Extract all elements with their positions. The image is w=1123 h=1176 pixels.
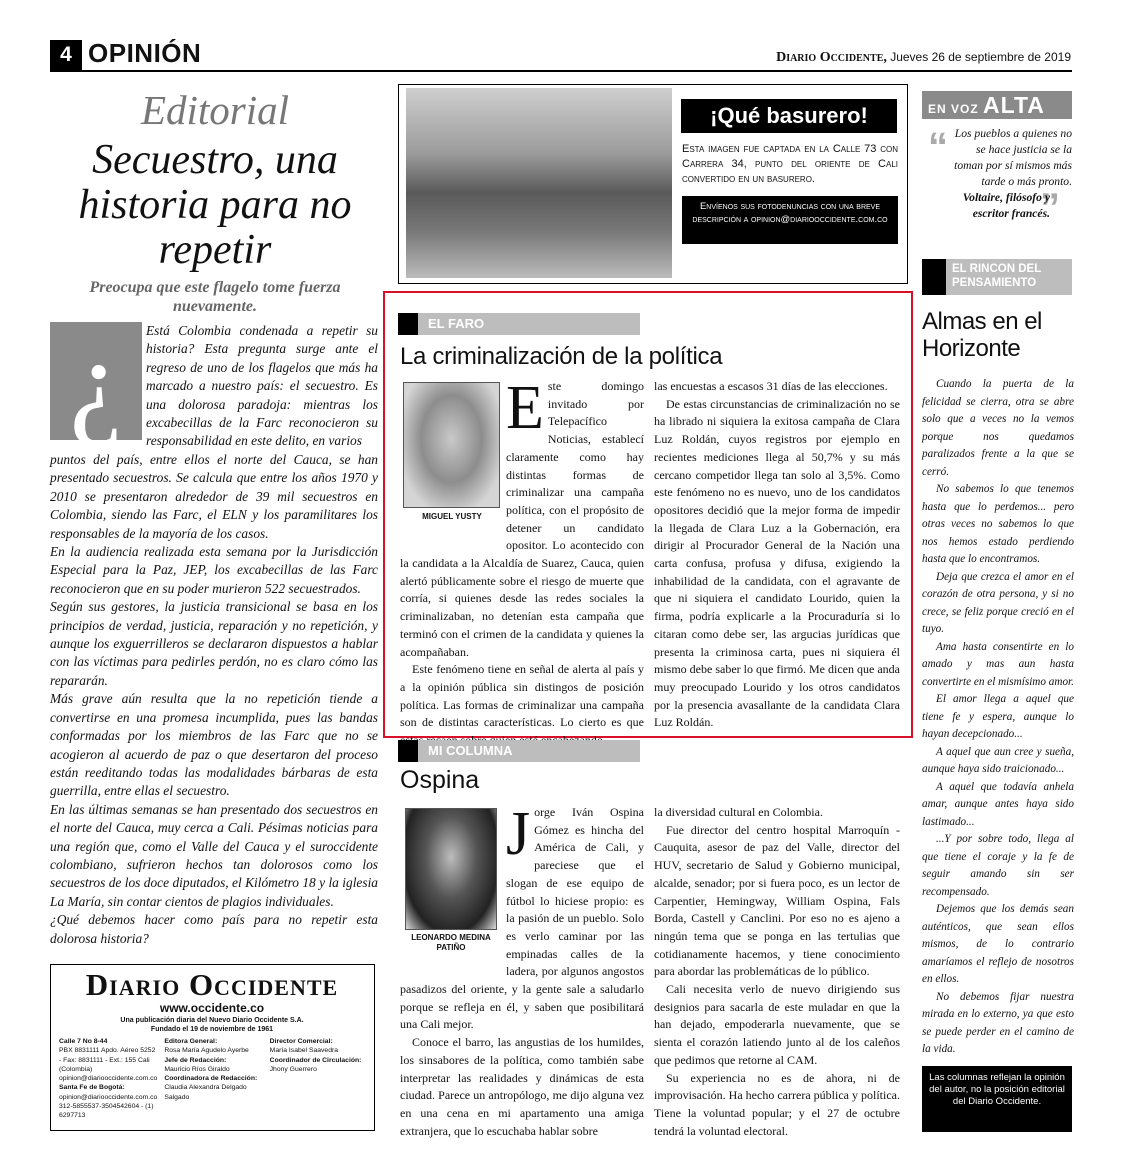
photo-complaint-title: ¡Qué basurero!: [681, 99, 897, 133]
credit-text: Mauricio Ríos Giraldo: [164, 1065, 230, 1073]
credit-heading: Director Comercial:: [269, 1038, 333, 1045]
page-number: 4: [50, 40, 82, 70]
rincon-paragraph: El amor llega a aquel que tiene fe y espera, aunque lo hayan decepcionado...: [922, 693, 1074, 740]
label-small: EN VOZ: [928, 102, 984, 116]
dropcap: E: [506, 374, 544, 442]
credits-editorial: [164, 1037, 263, 1121]
credit-text: opinion@diariooccidente.com.co 312-5855537-3504542604 - (1) 6297713: [59, 1093, 158, 1120]
masthead-credits: [59, 1037, 369, 1121]
credits-address: [59, 1037, 158, 1121]
article-text: las encuestas a escasos 31 días de las elecciones.: [654, 379, 888, 393]
article-text: orge Iván Ospina Gómez es hincha del América de Cali, y pareciese que el slogan de ese equipo de fútbol lo hiciese propio: es la pasión de un pueblo. Solo es verlo caminar por las empinadas calles de la ladera, por algunos angostos pasadizos del oriente, y la gente sale a saludarlo porque se refleja en él, y saben que posibilitará una Cali mejor.: [400, 805, 644, 1032]
credit-text: María Isabel Saavedra: [269, 1047, 339, 1055]
rincon-paragraph: Deja que crezca el amor en el corazón de otra persona, y si no crece, se feliz porque creció en el tuyo.: [922, 570, 1074, 635]
rincon-title: Almas en el Horizonte: [922, 308, 1042, 362]
editorial-paragraph: Más grave aún resulta que la no repetición tiende a convertirse en una promesa incumplida, pues las bandas conformadas por los miembros de las Farc que no se acogieron al acuerdo de paz o que desertaron del proceso están reeditando todas las modalidades bárbaras de esta guerrilla, entre ellas el secuestro.: [50, 691, 378, 799]
editorial-subtitle: Preocupa que este flagelo tome fuerza nuevamente.: [89, 279, 341, 315]
rincon-paragraph: A aquel que todavía anhela amar, aunque antes haya sido lastimado...: [922, 780, 1074, 828]
credit-heading: Editora General:: [164, 1038, 218, 1045]
credit-heading: Santa Fe de Bogotá:: [59, 1084, 125, 1092]
founded-line: Fundado el 19 de noviembre de 1961: [150, 1026, 274, 1033]
label-big: ALTA: [983, 92, 1045, 118]
header-date: [776, 50, 1071, 66]
rincon-paragraph: No debemos fijar nuestra mirada en lo externo, ya que esto se puede perder en el camino de la vida.: [922, 990, 1074, 1055]
en-voz-alta-label: [922, 91, 1072, 119]
masthead-name: Diario Occidente: [85, 967, 339, 1002]
el-faro-title: La criminalización de la política: [400, 343, 723, 370]
article-text: Cali necesita verlo de nuevo dirigiendo sus designios para sacarla de este muladar en que la han dejado, empoderarla nuevamente, que se sienta el corazón latiendo junto al de los caleños que pedimos que retorne al CAM.: [654, 982, 900, 1067]
credit-text: Jhony Guerrero: [269, 1065, 317, 1073]
el-faro-section-label: EL FARO: [398, 313, 640, 335]
author-photo: [405, 808, 497, 930]
open-quote-icon: “: [928, 125, 948, 169]
mi-columna-column-2: [654, 804, 900, 1140]
article-text: la diversidad cultural en Colombia.: [654, 805, 823, 819]
article-text: ste domingo invitado por Telepacífico Noticias, establecí claramente como hay distintas formas de criminalizar una campaña política, con el propósito de detener un candidato opositor. Lo acontecido con la candidata a la Alcaldía de Suarez, Cauca, quien alertó públicamente sobre el riesgo de muerte que corría, si quienes desde las redes sociales la criminalizaban, no detenían esta campaña que terminó con el crimen de la candidata y quienes la acompañaban.: [400, 379, 644, 659]
rincon-paragraph: Ama hasta consentirte en lo amado y mas aun hasta convertirte en el mismísimo amor.: [922, 640, 1074, 688]
article-text: Conoce el barro, las angustias de los humildes, los sinsabores de la política, como también sabe interpretar las realidades y dinámicas de esta ciudad. Parece un antropólogo, me dijo alguna vez en una cena en mi apartamento una amiga extranjera, que lo escuchaba hablar sobre: [400, 1035, 644, 1138]
editorial-paragraph: puntos del país, entre ellos el norte del Cauca, se han presentado secuestros. Se calcula que entre los años 1970 y 2010 se presentaron alrededor de 39 mil secuestros en Colombia, siendo las Farc, el ELN y los paramilitares los responsables de la mayoría de los casos.: [50, 452, 378, 541]
section-title: OPINIÓN: [88, 38, 202, 68]
article-text: Este fenómeno tiene en señal de alerta al país y a la opinión pública sin distingos de posición política. Las formas de criminalizar una campaña son de distintas características. Lo cierto es que: [400, 662, 644, 730]
editorial-kicker: Editorial: [140, 87, 290, 133]
author-photo: [403, 382, 500, 508]
credit-text: Claudia Alexandra Delgado Salgado: [164, 1084, 247, 1101]
publisher-line: Una publicación diaria del Nuevo Diario Occidente S.A.: [120, 1017, 304, 1024]
rincon-body: [922, 376, 1074, 1059]
mi-columna-section-label: MI COLUMNA: [398, 740, 640, 762]
quote-author: Voltaire, filósofo y escritor francés.: [962, 191, 1050, 220]
article-text: Fue director del centro hospital Marroquín - Cauquita, asesor de paz del Valle, director del HUV, secretario de Salud y Gobierno municipal, alcalde, senador; por si fuera poco, es un lector de Carpentier, Hemingway, William Ospina, Fals Borda, Castell y Canclini. Por eso no es ajeno a ningún tema que se ponga en las tertulias que cotidianamente hacemos, y tiene conocimiento para abordar las problemáticas de lo público.: [654, 822, 900, 979]
credits-commercial: [270, 1037, 369, 1121]
editorial-paragraph: En la audiencia realizada esta semana por la Jurisdicción Especial para la Paz, JEP, los excabecillas de las Farc reconocieron que en su poder murieron 522 secuestrados.: [50, 544, 378, 596]
credit-text: PBX 8831111 Apdo. Aéreo 5252 - Fax: 8831111 - Ext.: 155 Cali (Colombia) opinion@diariooccidente.com.co: [59, 1047, 158, 1083]
dropcap: J: [506, 800, 531, 868]
question-mark-icon: ¿: [50, 322, 142, 440]
rincon-section-label: EL RINCON DEL PENSAMIENTO: [922, 259, 1072, 295]
editorial-lead: Está Colombia condenada a repetir su historia? Esta pregunta surge ante el regreso de uno de los flagelos que más ha marcado a nuestro país: el secuestro. Es una dolorosa paradoja: mientras los excabecillas de la Farc reconocieron su responsabilidad en este delito, en varios: [146, 323, 378, 449]
masthead-website[interactable]: www.occidente.co: [159, 1001, 265, 1015]
mi-columna-title: Ospina: [400, 766, 480, 794]
rincon-paragraph: A aquel que aun cree y sueña, aunque haya sido traicionado...: [922, 745, 1074, 775]
masthead-publisher: [51, 1016, 373, 1034]
quote-text: Los pueblos a quienes no se hace justicia se la toman por sí mismos más tarde o más pronto.: [954, 127, 1072, 188]
editorial-body: [50, 451, 378, 948]
photo-caption: Esta imagen fue captada en la Calle 73 con Carrera 34, punto del oriente de Cali convertido en un basurero.: [682, 143, 898, 185]
article-text: De estas circunstancias de criminalización no se ha librado ni siquiera la exitosa campaña de Clara Luz Roldán, cuyos registros por ejemplo en recientes mediciones llega al 50,7% y su más cercano competidor llega tan solo al 3,5%. Como este fenómeno no es nuevo, uno de los candidatos opositores decidió que la mejor forma de impedir la llegada de Clara Luz a la Gobernación, era dirigir al Procurador General de la Nación una carta confusa, profusa y difusa, exigiendo la inhabilidad de la candidata, con el agravante de que ni siquiera el candidato Lourido, quien la firma, podría explicarle a la Procuraduría si lo citaran como debe ser, las argucias jurídicas que presenta la criminosa carta, pues ni siquiera él mismo debe saber lo que firmó. Me dicen que anda muy preocupado Lourido y los otros candidatos por la presencia avasallante de la candidata Clara Luz Roldán.: [654, 396, 900, 730]
rincon-paragraph: Cuando la puerta de la felicidad se cierra, otra se abre solo que a veces no la vemos porque nos quedamos paralizados frente a la que se cerró.: [922, 378, 1074, 478]
rincon-paragraph: ...Y por sobre todo, llega al que tiene el coraje y la fe de seguir amando sin ser recompensado.: [922, 833, 1074, 898]
editorial-title: Secuestro, una historia para no repetir: [78, 137, 352, 273]
el-faro-column-2: [654, 378, 900, 732]
credit-heading: Coordinadora de Redacción:: [164, 1075, 258, 1083]
quote-block: [928, 126, 1072, 222]
article-text: Su experiencia no es de ahora, ni de improvisación. Ha hecho carrera pública y política. Tiene la voluntad popular; y el 27 de octubre tendrá la voluntad electoral.: [654, 1070, 900, 1138]
photo-submit-cta[interactable]: Envíenos sus fotodenuncias con una breve descripción a opinion@diariooccidente.com.co: [682, 196, 898, 244]
garbage-photo: [406, 88, 672, 278]
editorial-paragraph: Según sus gestores, la justicia transicional se basa en los principios de verdad, justicia, reparación y no repetición, y aunque los exguerrilleros se declararon dispuestos a hablar con las víctimas para pedirles perdón, no es claro cómo las repararán.: [50, 599, 378, 688]
header-rule: [50, 70, 1072, 72]
editorial-paragraph: ¿Qué debemos hacer como país para no repetir esta dolorosa historia?: [50, 912, 378, 946]
masthead-box: [50, 964, 375, 1131]
credit-heading: Calle 7 No 8-44: [59, 1038, 108, 1045]
issue-date: Jueves 26 de septiembre de 2019: [886, 50, 1071, 64]
disclaimer-box: Las columnas reflejan la opinión del autor, no la posición editorial del Diario Occidente.: [922, 1066, 1072, 1132]
author-name: LEONARDO MEDINA PATIÑO: [411, 933, 491, 952]
paper-name: Diario Occidente,: [776, 50, 887, 65]
rincon-paragraph: Dejemos que los demás sean auténticos, que sean ellos mismos, de lo contrario amaríamos el reflejo de nosotros en ellos.: [922, 903, 1074, 985]
credit-heading: Coordinador de Circulación:: [269, 1056, 362, 1064]
editorial-paragraph: En las últimas semanas se han presentado dos secuestros en el norte del Cauca, muy cerca a Cali. Pésimas noticias para una región que, como el Valle del Cauca y el suroccidente colombiano, sufrieron hechos tan dolorosos como los secuestros de los doce diputados, el Kilómetro 18 y la iglesia La María, sin contar cientos de plagios individuales.: [50, 801, 378, 909]
close-quote-icon: ”: [1040, 186, 1060, 230]
author-name: MIGUEL YUSTY: [422, 512, 482, 521]
credit-text: Rosa María Agudelo Ayerbe: [164, 1047, 249, 1055]
rincon-paragraph: No sabemos lo que tenemos hasta que lo perdemos... pero otras veces no sabemos lo que nos hemos estado perdiendo hasta que lo encontramos.: [922, 483, 1074, 565]
credit-heading: Jefe de Redacción:: [164, 1056, 227, 1064]
